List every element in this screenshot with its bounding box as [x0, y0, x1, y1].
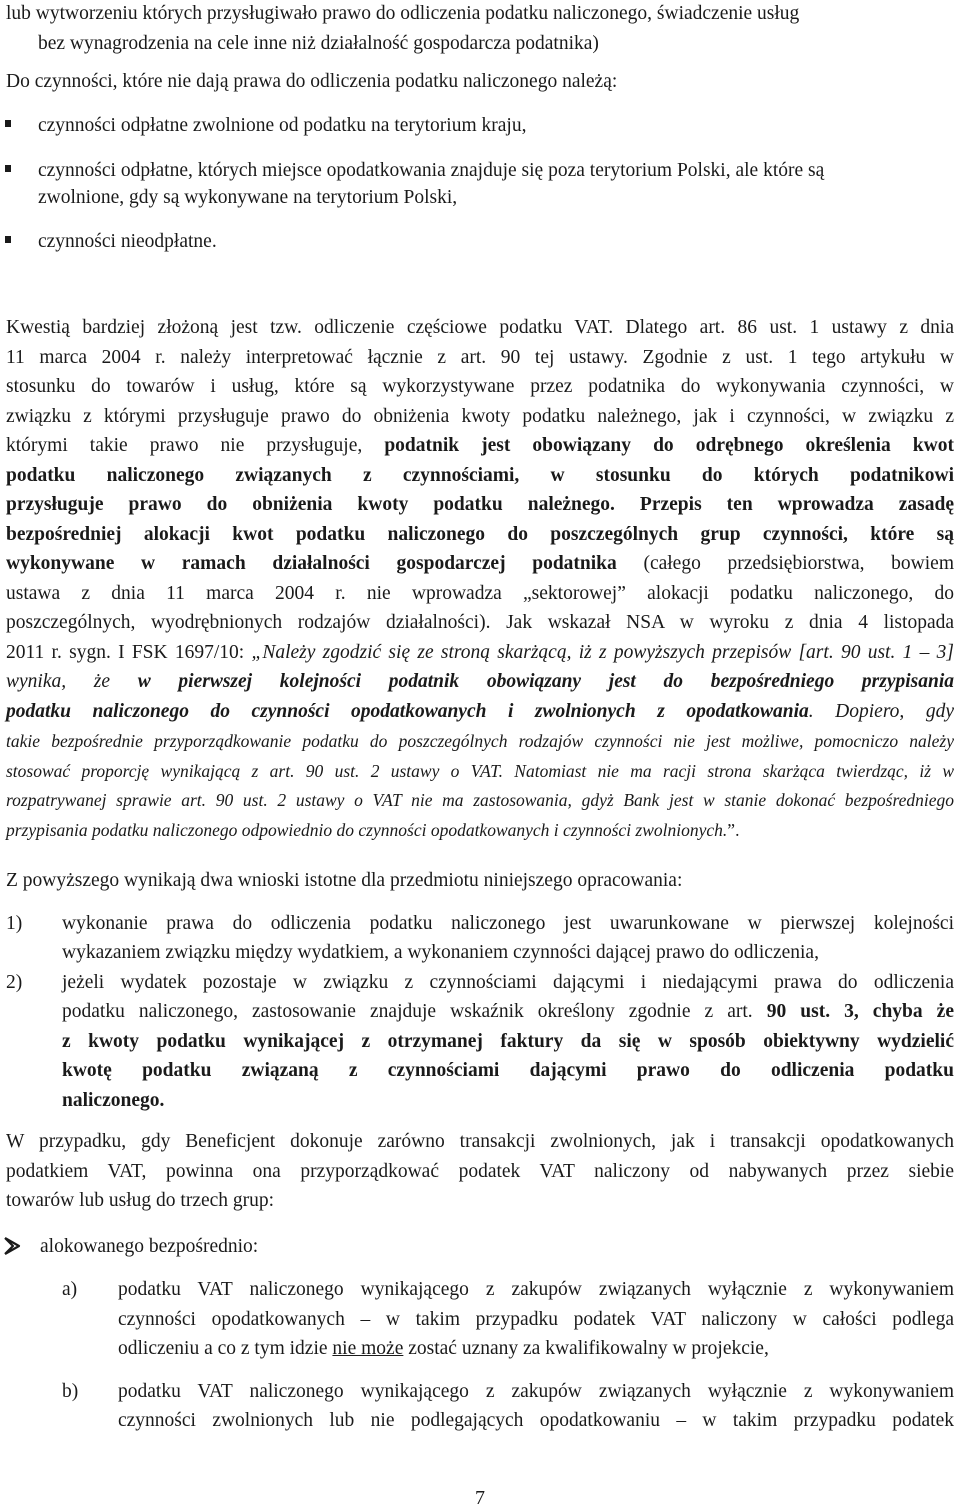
square-bullet-icon: [5, 120, 11, 127]
list-item: podatku VAT naliczonego wynikającego z zakupów związanych wyłącznie z wykonywaniem: [118, 1279, 954, 1300]
list-item-continued: z kwoty podatku wynikającej z otrzymanej faktury da się w sposób obiektywny wydzielić: [62, 1031, 954, 1052]
list-item-continued: kwotę podatku związaną z czynnościami dającymi prawo do odliczenia podatku: [62, 1060, 954, 1081]
list-number: 2): [6, 972, 23, 993]
paragraph-line: stosować proporcję wynikającą z art. 90 ust. 2 ustawy o VAT. Natomiast nie ma racji strona skarżąca twierdząc, iż w: [6, 761, 954, 781]
paragraph-line: W przypadku, gdy Beneficjent dokonuje zarówno transakcji zwolnionych, jak i transakcji opodatkowanych: [6, 1131, 954, 1152]
paragraph-line: bezpośredniej alokacji kwot podatku naliczonego do poszczególnych grup czynności, które są: [6, 524, 954, 545]
list-item: czynności nieodpłatne.: [38, 231, 217, 252]
square-bullet-icon: [5, 236, 11, 243]
list-item-continued: naliczonego.: [62, 1090, 165, 1111]
paragraph-line: takie bezpośrednie przyporządkowanie podatku do poszczególnych rodzajów czynności nie jest możliwe, pomocniczo należy: [6, 731, 954, 751]
arrow-bullet-icon: [2, 1235, 24, 1263]
list-number: 1): [6, 913, 23, 934]
paragraph-line: towarów lub usług do trzech grup:: [6, 1190, 275, 1211]
list-item-continued: wykazaniem związku między wydatkiem, a wykonaniem czynności dającej prawo do odliczenia,: [62, 942, 819, 963]
list-item-continued: zwolnione, gdy są wykonywane na terytorium Polski,: [38, 187, 458, 208]
paragraph-line: 2011 r. sygn. I FSK 1697/10: „Należy zgodzić się ze stroną skarżącą, iż z powyższych przepisów [art. 90 ust. 1 – 3]: [6, 642, 954, 663]
paragraph-line: związku z którymi przysługuje prawo do obniżenia kwoty podatku należnego, jak i czynności, w związku z: [6, 406, 954, 427]
list-intro: Do czynności, które nie dają prawa do odliczenia podatku naliczonego należą:: [6, 71, 618, 92]
text-line: lub wytworzeniu których przysługiwało prawo do odliczenia podatku naliczonego, świadczenie usług: [6, 3, 800, 24]
list-letter: b): [62, 1381, 79, 1402]
paragraph-intro: Z powyższego wynikają dwa wnioski istotne dla przedmiotu niniejszego opracowania:: [6, 870, 683, 891]
paragraph-line: przysługuje prawo do obniżenia kwoty podatku należnego. Przepis ten wprowadza zasadę: [6, 494, 954, 515]
paragraph-line: stosunku do towarów i usług, które są wykorzystywane przez podatnika do wykonywania czynności, w: [6, 376, 954, 397]
paragraph-line: Kwestią bardziej złożoną jest tzw. odliczenie częściowe podatku VAT. Dlatego art. 86 ust. 1 ustawy z dnia: [6, 317, 954, 338]
paragraph-line: podatku naliczonego do czynności opodatkowanych i zwolnionych z opodatkowania. Dopiero, gdy: [6, 701, 954, 722]
list-letter: a): [62, 1279, 78, 1300]
list-item: jeżeli wydatek pozostaje w związku z czynnościami dającymi i niedającymi prawa do odliczenia: [62, 972, 954, 993]
paragraph-line: poszczególnych, wyodrębnionych rodzajów działalności). Jak wskazał NSA w wyroku z dnia 4 listopada: [6, 612, 954, 633]
list-item: czynności odpłatne, których miejsce opodatkowania znajduje się poza terytorium Polski, ale które są: [38, 160, 825, 181]
paragraph-line: przypisania podatku naliczonego odpowiednio do czynności opodatkowanych i czynności zwolnionych.”.: [6, 820, 740, 840]
square-bullet-icon: [5, 165, 11, 172]
list-item-continued: czynności zwolnionych lub nie podlegających opodatkowaniu – w takim przypadku podatek: [118, 1410, 954, 1431]
paragraph-line: 11 marca 2004 r. należy interpretować łącznie z art. 90 tej ustawy. Zgodnie z ust. 1 tego artykułu w: [6, 347, 954, 368]
paragraph-line: ustawa z dnia 11 marca 2004 r. nie wprowadza „sektorowej” alokacji podatku naliczonego, do: [6, 583, 954, 604]
paragraph-line: wynika, że w pierwszej kolejności podatnik obowiązany jest do bezpośredniego przypisania: [6, 671, 954, 692]
paragraph-line: rozpatrywanej sprawie art. 90 ust. 2 ustawy o VAT nie ma zastosowania, gdyż Bank jest w stanie dokonać bezpośredniego: [6, 790, 954, 810]
paragraph-line: podatkiem VAT, powinna ona przyporządkować podatek VAT naliczony od nabywanych przez siebie: [6, 1161, 954, 1182]
paragraph-line: którymi takie prawo nie przysługuje, podatnik jest obowiązany do odrębnego określenia kwot: [6, 435, 954, 456]
list-item: czynności odpłatne zwolnione od podatku na terytorium kraju,: [38, 115, 527, 136]
page-number: 7: [475, 1487, 485, 1509]
list-item: alokowanego bezpośrednio:: [40, 1236, 259, 1257]
list-item-continued: podatku naliczonego, zastosowanie znajduje wskaźnik określony zgodnie z art. 90 ust. 3, chyba że: [62, 1001, 954, 1022]
list-item-continued: czynności opodatkowanych – w takim przypadku podatek VAT naliczony w całości podlega: [118, 1309, 954, 1330]
list-item-continued: odliczeniu a co z tym idzie nie może zostać uznany za kwalifikowalny w projekcie,: [118, 1338, 769, 1359]
list-item: podatku VAT naliczonego wynikającego z zakupów związanych wyłącznie z wykonywaniem: [118, 1381, 954, 1402]
text-line: bez wynagrodzenia na cele inne niż działalność gospodarcza podatnika): [38, 33, 599, 54]
paragraph-line: wykonywane w ramach działalności gospodarczej podatnika (całego przedsiębiorstwa, bowiem: [6, 553, 954, 574]
list-item: wykonanie prawa do odliczenia podatku naliczonego jest uwarunkowane w pierwszej kolejności: [62, 913, 954, 934]
paragraph-line: podatku naliczonego związanych z czynnościami, w stosunku do których podatnikowi: [6, 465, 954, 486]
